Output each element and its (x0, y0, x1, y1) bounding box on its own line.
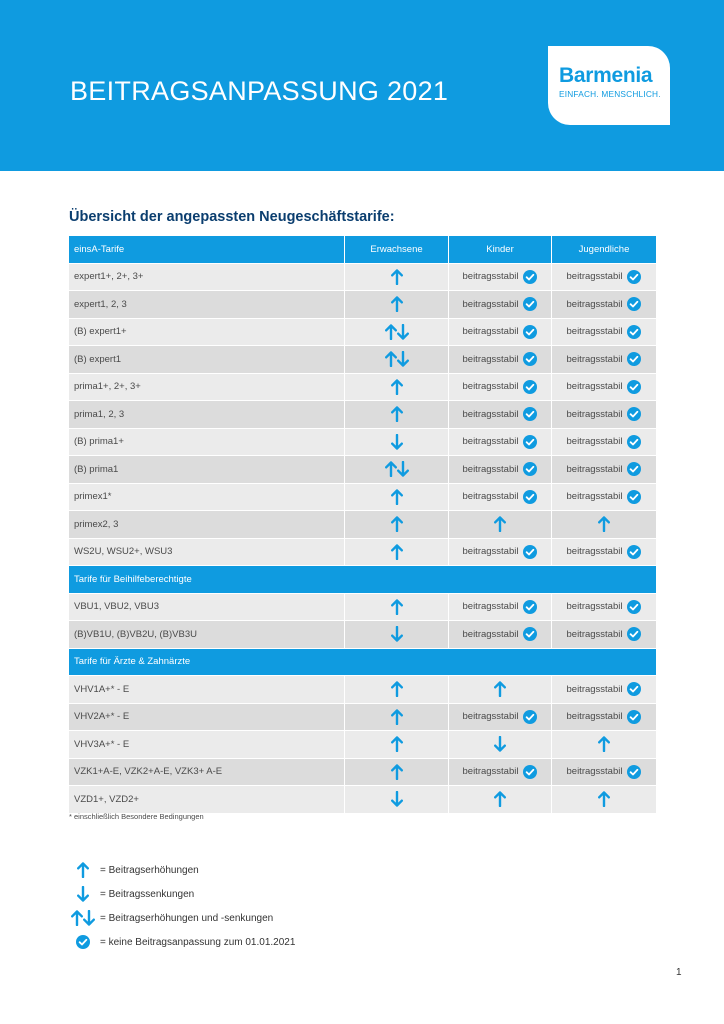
arrow-up-icon (391, 406, 403, 422)
children-cell (449, 401, 552, 429)
arrow-up-down-icon (385, 464, 409, 475)
tariff-name: prima1, 2, 3 (69, 401, 345, 429)
check-circle-icon (523, 600, 537, 614)
stable-label: beitragsstabil (462, 298, 519, 310)
table-row (69, 319, 656, 347)
youth-cell (552, 539, 656, 567)
tariff-name: (B) prima1 (69, 456, 345, 484)
stable-indicator (463, 407, 538, 421)
tariff-name: primex2, 3 (69, 511, 345, 539)
stable-indicator (567, 765, 642, 779)
youth-cell (552, 374, 656, 402)
stable-indicator (567, 545, 642, 559)
stable-indicator (463, 545, 538, 559)
tariff-name: (B) expert1+ (69, 319, 345, 347)
check-circle-icon (627, 297, 641, 311)
stable-indicator (463, 380, 538, 394)
arrow-down-icon (391, 626, 403, 642)
stable-label: beitragsstabil (566, 683, 623, 695)
children-cell (449, 346, 552, 374)
tariff-name: primex1* (69, 484, 345, 512)
legend-label: = keine Beitragsanpassung zum 01.01.2021 (100, 936, 296, 948)
arrow-up-icon (598, 516, 610, 532)
table-row (69, 594, 656, 622)
stable-indicator (463, 270, 538, 284)
stable-label: beitragsstabil (462, 436, 519, 448)
children-cell (449, 264, 552, 292)
youth-cell (552, 594, 656, 622)
stable-label: beitragsstabil (462, 381, 519, 393)
footnote: * einschließlich Besondere Bedingungen (69, 812, 204, 821)
adults-cell (345, 484, 449, 512)
stable-label: beitragsstabil (462, 408, 519, 420)
adults-cell (345, 264, 449, 292)
logo-tagline: EINFACH. MENSCHLICH. (559, 89, 661, 99)
stable-indicator (567, 270, 642, 284)
overview-title: Übersicht der angepassten Neugeschäftstarife: (69, 209, 395, 225)
check-circle-icon (523, 545, 537, 559)
section-row (69, 649, 656, 677)
arrow-up-icon (598, 791, 610, 807)
check-circle-icon (523, 435, 537, 449)
arrow-up-icon (391, 379, 403, 395)
arrow-down-icon (397, 351, 409, 367)
stable-indicator (463, 297, 538, 311)
adults-cell (345, 676, 449, 704)
youth-cell (552, 704, 656, 732)
legend-icon (68, 935, 98, 949)
children-cell (449, 539, 552, 567)
arrow-up-icon (391, 736, 403, 752)
check-circle-icon (523, 462, 537, 476)
stable-indicator (463, 462, 538, 476)
adults-cell (345, 621, 449, 649)
table-row (69, 401, 656, 429)
arrow-up-down-icon (385, 354, 409, 365)
stable-indicator (567, 435, 642, 449)
legend-label: = Beitragserhöhungen (100, 864, 199, 876)
check-circle-icon (627, 435, 641, 449)
adults-cell (345, 456, 449, 484)
table-row (69, 621, 656, 649)
table-row (69, 759, 656, 787)
children-cell (449, 429, 552, 457)
arrow-up-icon (598, 736, 610, 752)
children-cell (449, 621, 552, 649)
youth-cell (552, 484, 656, 512)
arrow-up-icon (494, 681, 506, 697)
tariff-name: VHV2A+* - E (69, 704, 345, 732)
stable-label: beitragsstabil (462, 546, 519, 558)
stable-label: beitragsstabil (462, 628, 519, 640)
arrow-up-icon (494, 791, 506, 807)
children-cell (449, 704, 552, 732)
stable-indicator (463, 600, 538, 614)
youth-cell (552, 731, 656, 759)
arrow-up-icon (391, 296, 403, 312)
table-row (69, 346, 656, 374)
barmenia-logo (548, 46, 670, 125)
check-circle-icon (523, 765, 537, 779)
stable-label: beitragsstabil (566, 601, 623, 613)
check-circle-icon (523, 627, 537, 641)
stable-label: beitragsstabil (566, 711, 623, 723)
arrow-up-icon (391, 269, 403, 285)
children-cell (449, 511, 552, 539)
children-cell (449, 731, 552, 759)
arrow-down-icon (494, 736, 506, 752)
youth-cell (552, 264, 656, 292)
stable-label: beitragsstabil (462, 353, 519, 365)
check-circle-icon (627, 325, 641, 339)
legend-item (68, 909, 273, 927)
stable-label: beitragsstabil (566, 271, 623, 283)
children-cell (449, 456, 552, 484)
table-row (69, 264, 656, 292)
arrow-down-icon (391, 791, 403, 807)
section-label: Tarife für Beihilfeberechtigte (69, 566, 656, 594)
check-circle-icon (523, 380, 537, 394)
stable-indicator (567, 710, 642, 724)
youth-cell (552, 401, 656, 429)
legend-icon (68, 886, 98, 902)
tariff-table (69, 236, 656, 814)
tariff-name: VHV1A+* - E (69, 676, 345, 704)
children-cell (449, 484, 552, 512)
youth-cell (552, 456, 656, 484)
stable-indicator (567, 600, 642, 614)
tariff-name: (B) prima1+ (69, 429, 345, 457)
tariff-name: VBU1, VBU2, VBU3 (69, 594, 345, 622)
tariff-name: VZK1+A-E, VZK2+A-E, VZK3+ A-E (69, 759, 345, 787)
table-row (69, 484, 656, 512)
adults-cell (345, 401, 449, 429)
stable-label: beitragsstabil (566, 353, 623, 365)
check-circle-icon (76, 935, 90, 949)
adults-cell (345, 291, 449, 319)
check-circle-icon (523, 710, 537, 724)
arrow-up-icon (385, 461, 397, 477)
tariff-name: (B)VB1U, (B)VB2U, (B)VB3U (69, 621, 345, 649)
stable-indicator (463, 710, 538, 724)
youth-cell (552, 759, 656, 787)
arrow-up-icon (391, 516, 403, 532)
arrow-up-icon (391, 764, 403, 780)
children-cell (449, 319, 552, 347)
table-row (69, 676, 656, 704)
table-row (69, 704, 656, 732)
legend-icon (68, 910, 98, 926)
check-circle-icon (627, 352, 641, 366)
children-cell (449, 676, 552, 704)
legend-item (68, 861, 199, 879)
youth-cell (552, 429, 656, 457)
stable-indicator (463, 490, 538, 504)
youth-cell (552, 319, 656, 347)
legend-label: = Beitragssenkungen (100, 888, 195, 900)
stable-indicator (567, 325, 642, 339)
stable-indicator (567, 462, 642, 476)
children-cell (449, 594, 552, 622)
youth-cell (552, 291, 656, 319)
column-header-adults: Erwachsene (345, 236, 449, 264)
arrow-up-down-icon (385, 326, 409, 337)
check-circle-icon (627, 765, 641, 779)
stable-indicator (567, 380, 642, 394)
check-circle-icon (627, 380, 641, 394)
stable-label: beitragsstabil (566, 546, 623, 558)
tariff-name: expert1, 2, 3 (69, 291, 345, 319)
youth-cell (552, 786, 656, 814)
youth-cell (552, 511, 656, 539)
legend-item (68, 885, 194, 903)
children-cell (449, 374, 552, 402)
table-row (69, 786, 656, 814)
adults-cell (345, 786, 449, 814)
column-header-children: Kinder (449, 236, 552, 264)
table-row (69, 429, 656, 457)
arrow-down-icon (83, 910, 95, 926)
arrow-up-icon (391, 709, 403, 725)
stable-indicator (463, 352, 538, 366)
youth-cell (552, 621, 656, 649)
stable-label: beitragsstabil (462, 463, 519, 475)
check-circle-icon (627, 490, 641, 504)
adults-cell (345, 374, 449, 402)
stable-label: beitragsstabil (462, 271, 519, 283)
arrow-up-icon (391, 681, 403, 697)
stable-label: beitragsstabil (462, 601, 519, 613)
section-row (69, 566, 656, 594)
stable-label: beitragsstabil (566, 381, 623, 393)
check-circle-icon (523, 270, 537, 284)
arrow-up-icon (385, 351, 397, 367)
check-circle-icon (523, 297, 537, 311)
stable-indicator (567, 627, 642, 641)
stable-indicator (463, 435, 538, 449)
stable-label: beitragsstabil (566, 298, 623, 310)
legend-icon (68, 862, 98, 878)
stable-label: beitragsstabil (566, 436, 623, 448)
arrow-down-icon (397, 461, 409, 477)
stable-label: beitragsstabil (462, 711, 519, 723)
legend-item (68, 933, 295, 951)
arrow-up-down-icon (71, 910, 95, 926)
children-cell (449, 291, 552, 319)
adults-cell (345, 759, 449, 787)
adults-cell (345, 319, 449, 347)
stable-label: beitragsstabil (566, 491, 623, 503)
youth-cell (552, 676, 656, 704)
arrow-up-icon (391, 544, 403, 560)
arrow-up-icon (71, 910, 83, 926)
column-header-tariff: einsA-Tarife (69, 236, 345, 264)
stable-label: beitragsstabil (566, 408, 623, 420)
tariff-name: expert1+, 2+, 3+ (69, 264, 345, 292)
stable-indicator (463, 325, 538, 339)
check-circle-icon (627, 270, 641, 284)
arrow-up-icon (385, 324, 397, 340)
table-row (69, 291, 656, 319)
check-circle-icon (523, 325, 537, 339)
tariff-name: VZD1+, VZD2+ (69, 786, 345, 814)
adults-cell (345, 346, 449, 374)
stable-label: beitragsstabil (566, 628, 623, 640)
header-banner (0, 0, 724, 171)
table-row (69, 456, 656, 484)
arrow-down-icon (391, 434, 403, 450)
arrow-up-icon (494, 516, 506, 532)
table-header-row (69, 236, 656, 264)
stable-indicator (463, 765, 538, 779)
tariff-name: prima1+, 2+, 3+ (69, 374, 345, 402)
arrow-up-icon (391, 489, 403, 505)
column-header-youth: Jugendliche (552, 236, 656, 264)
stable-label: beitragsstabil (566, 463, 623, 475)
page-title: BEITRAGSANPASSUNG 2021 (70, 76, 449, 106)
stable-indicator (567, 682, 642, 696)
adults-cell (345, 731, 449, 759)
stable-indicator (463, 627, 538, 641)
adults-cell (345, 511, 449, 539)
tariff-name: WS2U, WSU2+, WSU3 (69, 539, 345, 567)
check-circle-icon (627, 545, 641, 559)
youth-cell (552, 346, 656, 374)
table-row (69, 539, 656, 567)
check-circle-icon (627, 627, 641, 641)
check-circle-icon (523, 352, 537, 366)
adults-cell (345, 704, 449, 732)
stable-indicator (567, 352, 642, 366)
stable-label: beitragsstabil (566, 326, 623, 338)
check-circle-icon (627, 407, 641, 421)
arrow-up-icon (391, 599, 403, 615)
adults-cell (345, 594, 449, 622)
stable-indicator (567, 490, 642, 504)
tariff-name: (B) expert1 (69, 346, 345, 374)
check-circle-icon (523, 490, 537, 504)
check-circle-icon (627, 682, 641, 696)
stable-label: beitragsstabil (462, 766, 519, 778)
arrow-down-icon (77, 886, 89, 902)
logo-name: Barmenia (559, 64, 653, 87)
section-label: Tarife für Ärzte & Zahnärzte (69, 649, 656, 677)
adults-cell (345, 539, 449, 567)
stable-indicator (567, 297, 642, 311)
arrow-up-icon (77, 862, 89, 878)
table-row (69, 374, 656, 402)
adults-cell (345, 429, 449, 457)
legend-label: = Beitragserhöhungen und -senkungen (100, 912, 274, 924)
stable-label: beitragsstabil (462, 326, 519, 338)
table-row (69, 731, 656, 759)
check-circle-icon (627, 710, 641, 724)
children-cell (449, 759, 552, 787)
table-row (69, 511, 656, 539)
page-number: 1 (676, 967, 682, 978)
check-circle-icon (627, 600, 641, 614)
stable-indicator (567, 407, 642, 421)
check-circle-icon (627, 462, 641, 476)
stable-label: beitragsstabil (462, 491, 519, 503)
stable-label: beitragsstabil (566, 766, 623, 778)
tariff-name: VHV3A+* - E (69, 731, 345, 759)
children-cell (449, 786, 552, 814)
check-circle-icon (523, 407, 537, 421)
arrow-down-icon (397, 324, 409, 340)
